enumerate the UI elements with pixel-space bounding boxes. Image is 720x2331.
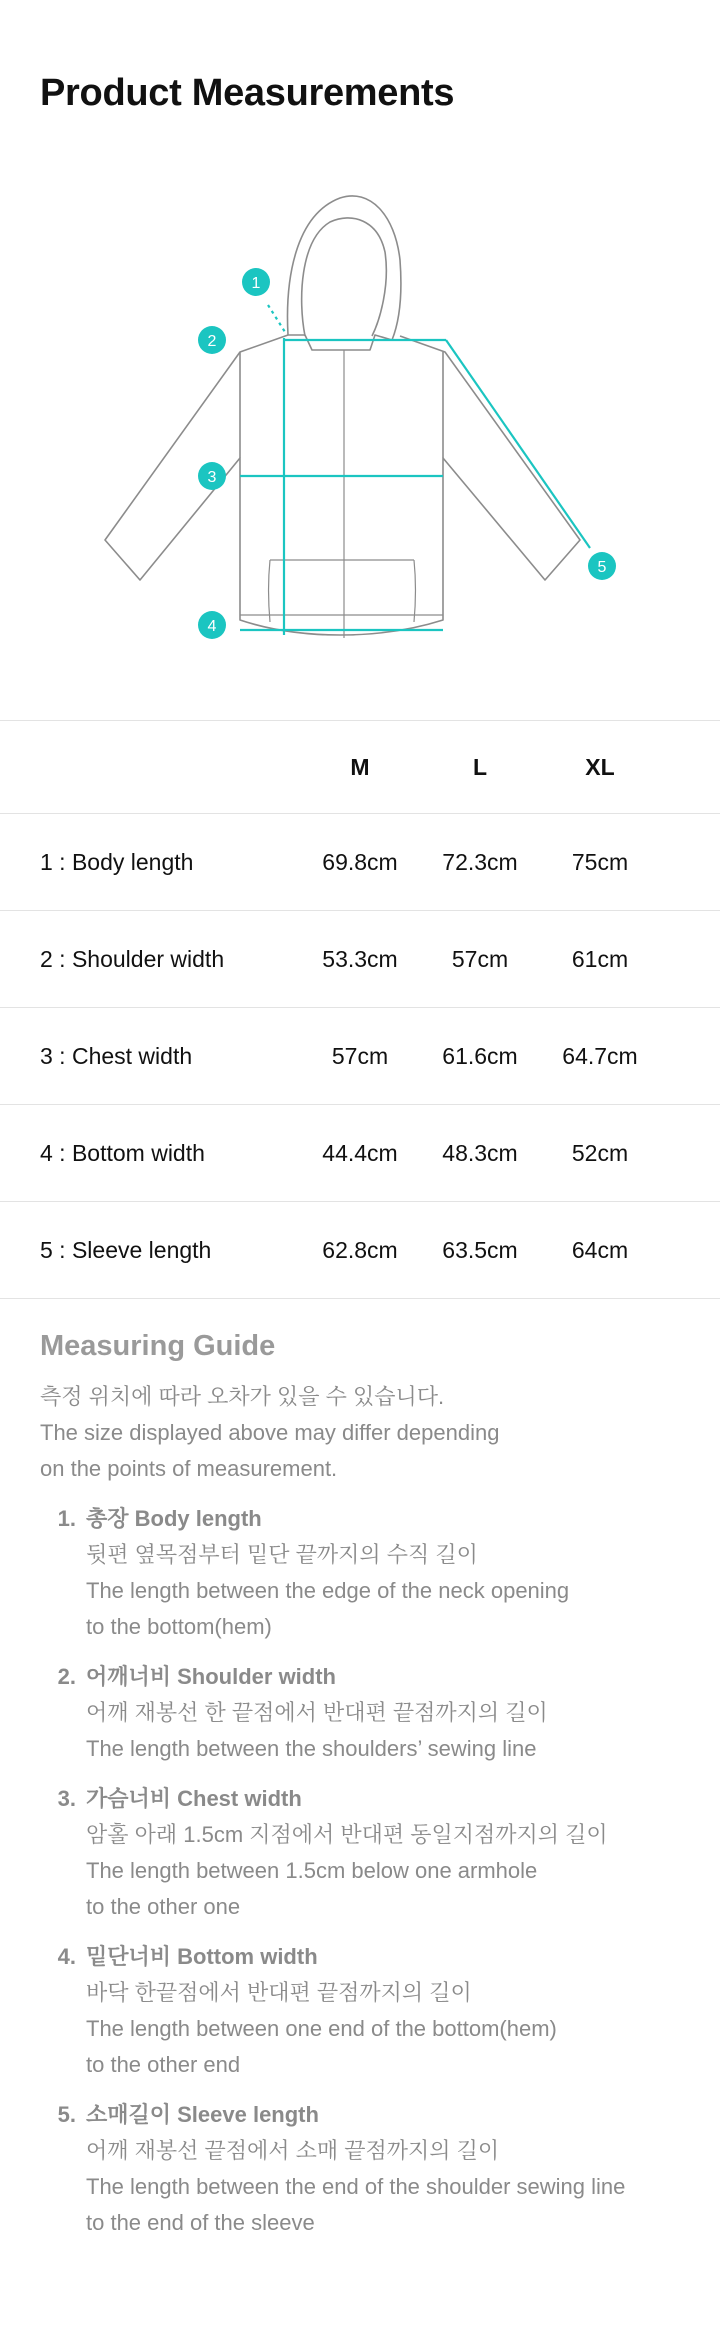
- row-value-m: 57cm: [331, 1042, 389, 1069]
- guide-item-heading: 어깨너비 Shoulder width: [86, 1664, 336, 1689]
- guide-item-line: The length between the end of the shoulder sewing line: [86, 2174, 626, 2199]
- marker-5: [588, 552, 616, 580]
- guide-list: [40, 1501, 700, 2241]
- row-value-m: 44.4cm: [322, 1139, 398, 1166]
- row-value-m: 69.8cm: [322, 848, 398, 875]
- guide-item-number: 4.: [57, 1944, 76, 1969]
- page-title: Product Measurements: [40, 72, 455, 114]
- guide-item-body: [76, 1659, 548, 1767]
- guide-intro-line: 측정 위치에 따라 오차가 있을 수 있습니다.: [40, 1384, 445, 1409]
- measuring-guide: [40, 1330, 700, 2255]
- marker-5-label: 5: [597, 559, 607, 576]
- size-table-header: [0, 720, 720, 813]
- body-outline: [105, 335, 580, 635]
- marker-2: [198, 326, 226, 354]
- guide-item-line: 어깨 재봉선 한 끝점에서 반대편 끝점까지의 길이: [86, 1700, 548, 1725]
- row-value-l: 61.6cm: [442, 1042, 518, 1069]
- marker-4-label: 4: [207, 618, 217, 635]
- table-row: [0, 1007, 720, 1104]
- hoodie-measurement-diagram: [0, 160, 720, 680]
- guide-item-line: 암홀 아래 1.5cm 지점에서 반대편 동일지점까지의 길이: [86, 1822, 608, 1847]
- guide-item-body: [76, 1939, 557, 2083]
- guide-item-line: The length between the shoulders’ sewing line: [86, 1736, 537, 1761]
- guide-item-line: The length between 1.5cm below one armhole: [86, 1858, 538, 1883]
- list-item: [40, 1659, 700, 1767]
- marker-4: [198, 611, 226, 639]
- marker-3: [198, 462, 226, 490]
- guide-item-line: to the end of the sleeve: [86, 2210, 315, 2235]
- guide-item-number: 2.: [57, 1664, 76, 1689]
- guide-item-body: [76, 1501, 569, 1645]
- row-label: 2 : Shoulder width: [40, 945, 225, 972]
- row-value-xl: 52cm: [571, 1139, 629, 1166]
- pocket-outline: [269, 560, 416, 622]
- guide-item-line: 바닥 한끝점에서 반대편 끝점까지의 길이: [86, 1980, 472, 2005]
- neck-leader-line: [268, 305, 285, 332]
- guide-item-line: 어깨 재봉선 끝점에서 소매 끝점까지의 길이: [86, 2138, 500, 2163]
- row-value-xl: 64.7cm: [562, 1042, 638, 1069]
- guide-item-body: [76, 2097, 625, 2241]
- row-label: 3 : Chest width: [40, 1042, 193, 1069]
- guide-item-line: to the other one: [86, 1894, 241, 1919]
- guide-item-heading: 밑단너비 Bottom width: [86, 1944, 318, 1969]
- row-value-l: 72.3cm: [442, 848, 518, 875]
- marker-3-label: 3: [207, 469, 217, 486]
- size-table: [0, 720, 720, 1299]
- table-row: [0, 910, 720, 1007]
- row-value-xl: 61cm: [571, 945, 629, 972]
- guide-intro-line: on the points of measurement.: [40, 1456, 338, 1481]
- sleeve-length-line: [446, 340, 590, 548]
- list-item: [40, 2097, 700, 2241]
- size-header-xl: XL: [585, 753, 615, 780]
- guide-item-number: 1.: [57, 1506, 76, 1531]
- row-value-xl: 64cm: [571, 1236, 629, 1263]
- row-label: 5 : Sleeve length: [40, 1236, 212, 1263]
- guide-item-number: 5.: [57, 2102, 76, 2127]
- guide-item-body: [76, 1781, 608, 1925]
- list-item: [40, 1781, 700, 1925]
- row-value-xl: 75cm: [571, 848, 629, 875]
- guide-item-heading: 총장 Body length: [86, 1506, 262, 1531]
- guide-title: Measuring Guide: [40, 1330, 276, 1362]
- guide-intro-line: The size displayed above may differ depending: [40, 1420, 500, 1445]
- row-value-l: 57cm: [451, 945, 509, 972]
- list-item: [40, 1501, 700, 1645]
- guide-item-number: 3.: [57, 1786, 76, 1811]
- table-row: [0, 1201, 720, 1299]
- guide-item-line: to the bottom(hem): [86, 1614, 272, 1639]
- hoodie-outline: [105, 196, 580, 638]
- guide-item-heading: 가슴너비 Chest width: [86, 1786, 302, 1811]
- table-row: [0, 813, 720, 910]
- row-value-m: 62.8cm: [322, 1236, 398, 1263]
- marker-2-label: 2: [207, 333, 217, 350]
- list-item: [40, 1939, 700, 2083]
- size-header-l: L: [472, 753, 488, 780]
- guide-intro: [40, 1379, 700, 1487]
- row-value-l: 48.3cm: [442, 1139, 518, 1166]
- marker-1-label: 1: [251, 275, 261, 292]
- hood-outline: [288, 196, 401, 350]
- guide-item-line: The length between one end of the bottom(hem): [86, 2016, 557, 2041]
- row-value-m: 53.3cm: [322, 945, 398, 972]
- row-value-l: 63.5cm: [442, 1236, 518, 1263]
- table-row: [0, 1104, 720, 1201]
- guide-item-heading: 소매길이 Sleeve length: [86, 2102, 319, 2127]
- guide-item-line: to the other end: [86, 2052, 241, 2077]
- row-label: 4 : Bottom width: [40, 1139, 205, 1166]
- guide-item-line: The length between the edge of the neck opening: [86, 1578, 570, 1603]
- row-label: 1 : Body length: [40, 848, 194, 875]
- size-header-m: M: [350, 753, 370, 780]
- marker-1: [242, 268, 270, 296]
- guide-item-line: 뒷편 옆목점부터 밑단 끝까지의 수직 길이: [86, 1542, 478, 1567]
- hood-inner: [302, 218, 387, 336]
